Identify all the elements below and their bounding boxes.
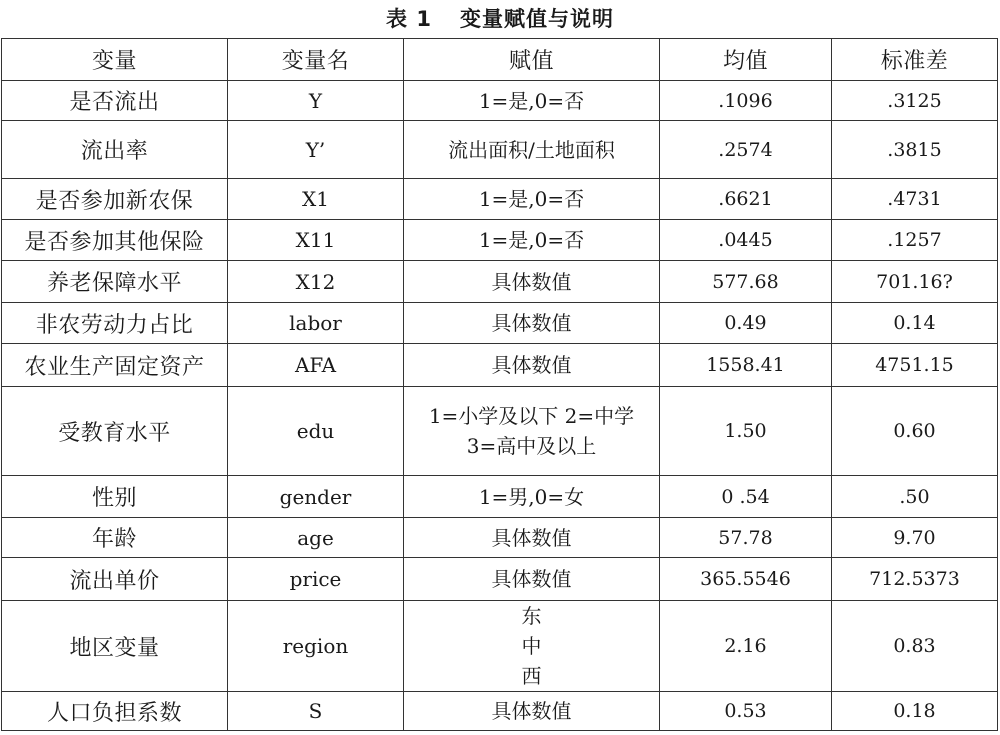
table-row (2, 558, 998, 601)
cell-mean: .6621 (660, 179, 832, 220)
cell-variable: 年龄 (2, 518, 228, 558)
cell-variable-name: region (228, 601, 404, 692)
table-row (2, 387, 998, 476)
cell-sd: .4731 (832, 179, 998, 220)
cell-sd: 9.70 (832, 518, 998, 558)
cell-mean: 0.49 (660, 303, 832, 344)
cell-sd: .1257 (832, 220, 998, 261)
table-row (2, 692, 998, 731)
cell-sd: 0.83 (832, 601, 998, 692)
cell-variable: 是否流出 (2, 81, 228, 121)
cell-mean: 0.53 (660, 692, 832, 731)
table-row (2, 121, 998, 179)
cell-sd: 0.14 (832, 303, 998, 344)
assignment-line: 1=小学及以下 2=中学 (428, 404, 635, 428)
table-title: 变量赋值与说明 (459, 7, 614, 31)
cell-sd: 4751.15 (832, 344, 998, 387)
cell-variable: 流出率 (2, 121, 228, 179)
cell-assignment (404, 344, 660, 387)
cell-variable-name: S (228, 692, 404, 731)
cell-mean: 1.50 (660, 387, 832, 476)
assignment-line: 具体数值 (491, 699, 572, 723)
cell-variable-name: edu (228, 387, 404, 476)
table-row (2, 344, 998, 387)
cell-variable-name: AFA (228, 344, 404, 387)
table-row (2, 303, 998, 344)
cell-mean: 577.68 (660, 261, 832, 303)
cell-assignment (404, 261, 660, 303)
cell-variable: 受教育水平 (2, 387, 228, 476)
cell-variable-name: age (228, 518, 404, 558)
cell-assignment (404, 692, 660, 731)
cell-mean: 57.78 (660, 518, 832, 558)
table-row (2, 518, 998, 558)
cell-sd: 0.18 (832, 692, 998, 731)
table-row (2, 261, 998, 303)
assignment-line: 1=男,0=女 (478, 484, 585, 509)
assignment-line: 具体数值 (491, 311, 572, 335)
header-variable-name: 变量名 (228, 39, 404, 81)
cell-mean: .1096 (660, 81, 832, 121)
cell-sd: 712.5373 (832, 558, 998, 601)
table-caption (0, 0, 1000, 38)
cell-assignment (404, 220, 660, 261)
cell-variable-name: price (228, 558, 404, 601)
assignment-line: 具体数值 (491, 353, 572, 377)
assignment-line: 具体数值 (491, 567, 572, 591)
cell-variable-name: Y’ (228, 121, 404, 179)
table-row (2, 220, 998, 261)
cell-variable: 性别 (2, 476, 228, 518)
cell-assignment (404, 303, 660, 344)
cell-assignment (404, 476, 660, 518)
cell-variable: 地区变量 (2, 601, 228, 692)
assignment-line: 东 (521, 604, 542, 628)
cell-mean: 2.16 (660, 601, 832, 692)
cell-variable: 是否参加新农保 (2, 179, 228, 220)
cell-sd: .50 (832, 476, 998, 518)
cell-variable-name: X12 (228, 261, 404, 303)
cell-variable-name: X1 (228, 179, 404, 220)
cell-sd: .3125 (832, 81, 998, 121)
cell-variable: 养老保障水平 (2, 261, 228, 303)
cell-assignment (404, 387, 660, 476)
cell-variable-name: labor (228, 303, 404, 344)
table-row (2, 81, 998, 121)
header-assignment: 赋值 (404, 39, 660, 81)
header-sd: 标准差 (832, 39, 998, 81)
assignment-line: 具体数值 (491, 525, 572, 550)
table-number: 表 1 (386, 7, 432, 31)
header-mean: 均值 (660, 39, 832, 81)
cell-mean: .0445 (660, 220, 832, 261)
cell-assignment (404, 558, 660, 601)
assignment-line: 1=是,0=否 (478, 187, 585, 211)
cell-sd: 0.60 (832, 387, 998, 476)
header-row (2, 39, 998, 81)
table-row (2, 601, 998, 692)
cell-variable-name: Y (228, 81, 404, 121)
cell-assignment (404, 518, 660, 558)
cell-assignment (404, 81, 660, 121)
cell-sd: 701.16? (832, 261, 998, 303)
cell-assignment (404, 179, 660, 220)
cell-variable: 是否参加其他保险 (2, 220, 228, 261)
cell-variable: 非农劳动力占比 (2, 303, 228, 344)
cell-sd: .3815 (832, 121, 998, 179)
assignment-line: 1=是,0=否 (478, 228, 585, 252)
cell-variable-name: X11 (228, 220, 404, 261)
assignment-line: 西 (521, 664, 542, 688)
cell-variable: 人口负担系数 (2, 692, 228, 731)
assignment-line: 3=高中及以上 (466, 434, 597, 458)
cell-mean: 0 .54 (660, 476, 832, 518)
assignment-line: 具体数值 (491, 269, 572, 294)
header-variable: 变量 (2, 39, 228, 81)
table-row (2, 476, 998, 518)
table-row (2, 179, 998, 220)
cell-mean: .2574 (660, 121, 832, 179)
cell-assignment (404, 601, 660, 692)
cell-mean: 1558.41 (660, 344, 832, 387)
assignment-line: 中 (521, 634, 542, 658)
cell-mean: 365.5546 (660, 558, 832, 601)
assignment-line: 流出面积/土地面积 (448, 137, 615, 162)
cell-assignment (404, 121, 660, 179)
cell-variable: 农业生产固定资产 (2, 344, 228, 387)
variable-table (1, 38, 998, 731)
assignment-line: 1=是,0=否 (478, 88, 585, 113)
cell-variable-name: gender (228, 476, 404, 518)
cell-variable: 流出单价 (2, 558, 228, 601)
